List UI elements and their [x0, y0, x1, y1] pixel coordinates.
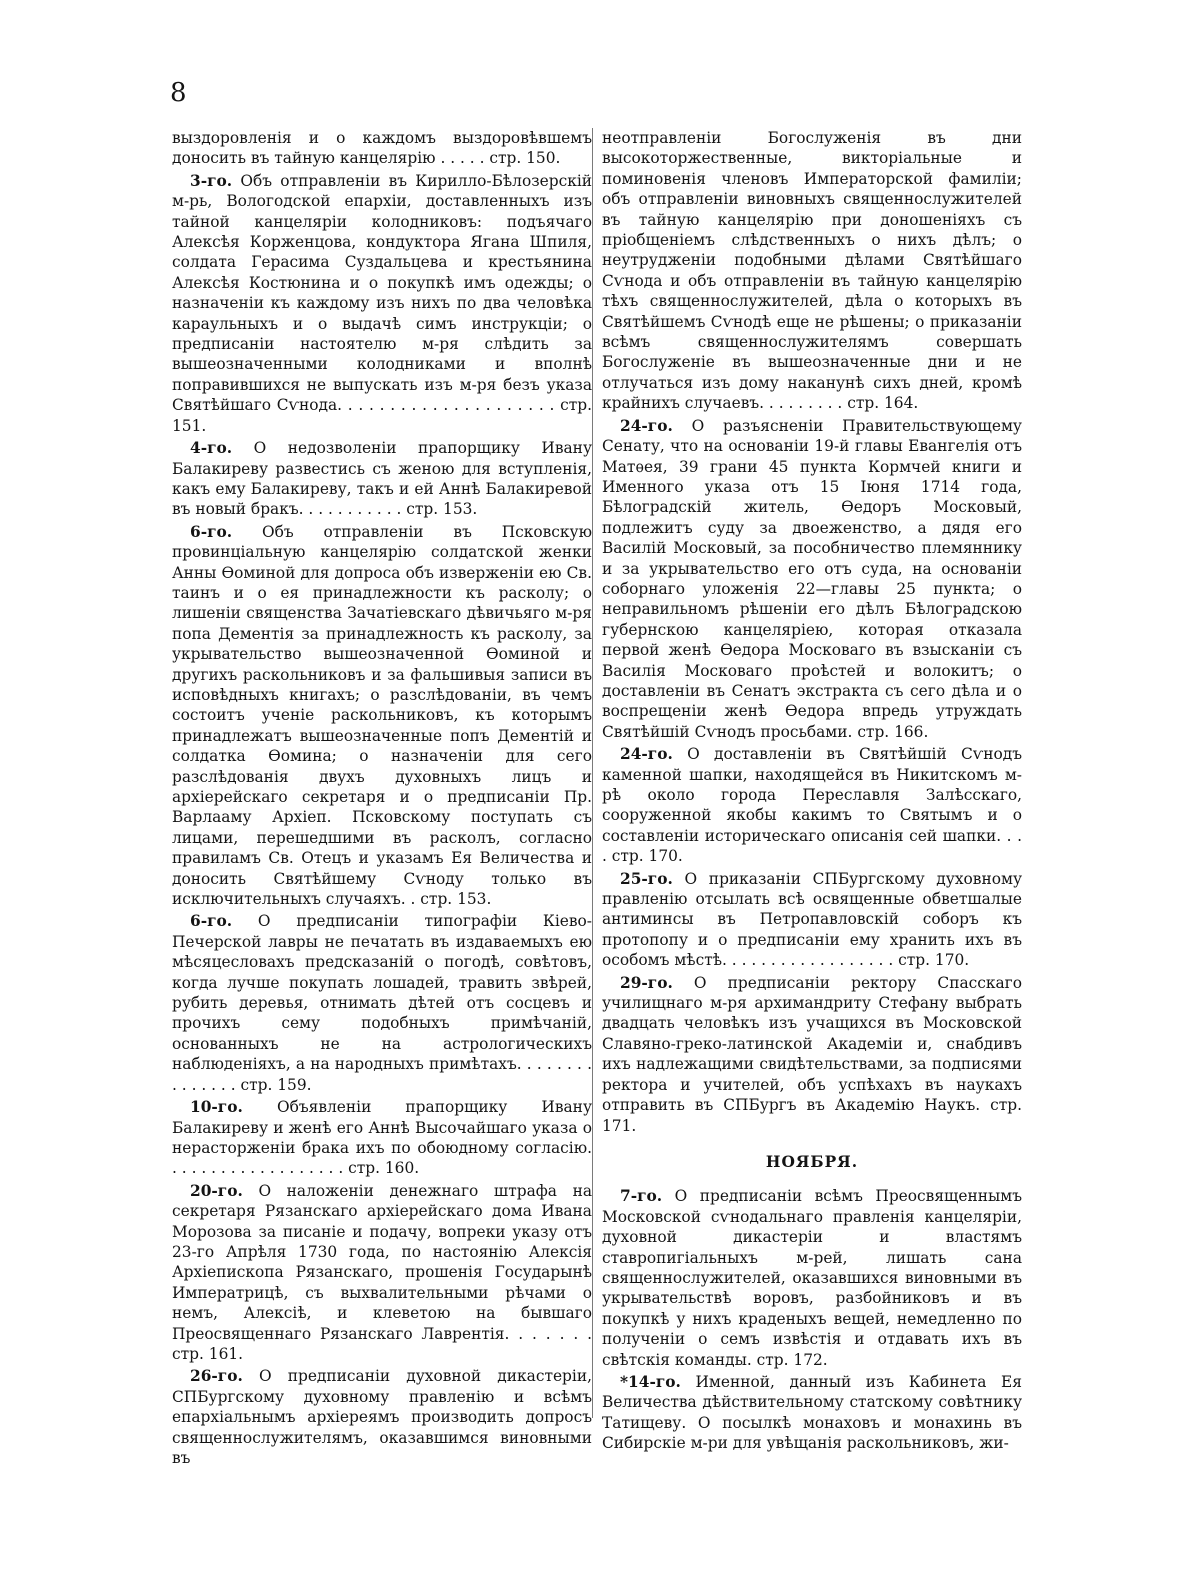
- list-item: 25-го. О приказаніи СПБургскому духовному правленію отсылать всѣ освященные обветшалые антиминсы въ Петропавловскій соборъ къ протопопу и о предписаніи ему хранить ихъ въ особомъ мѣстѣ. . . . . . . . . . . . . . . . . . стр. 170.: [602, 869, 1022, 970]
- section-heading: НОЯБРЯ.: [765, 1152, 859, 1171]
- list-item: 4-го. О недозволеніи прапорщику Ивану Балакиреву развестись съ женою для вступленія, какъ ему Балакиреву, такъ и ей Аннѣ Балакиревой въ новый бракъ. . . . . . . . . . . стр. 153.: [172, 439, 592, 519]
- list-item: 20-го. О наложеніи денежнаго штрафа на секретаря Рязанскаго архіерейскаго дома Ивана Морозова за писаніе и подачу, вопреки указу отъ 23-го Апрѣля 1730 года, по настоянію Алексія Архіепископа Рязанскаго, прошенія Государынѣ Императрицѣ, съ выхвалительными рѣчами о немъ, Алексіѣ, и клеветою на бывшаго Преосвященнаго Рязанскаго Лаврентія. . . . . . . стр. 161.: [172, 1181, 592, 1363]
- list-item: выздоровленія и о каждомъ выздоровѣвшемъ доносить въ тайную канцелярію . . . . . стр. 150.: [172, 129, 592, 168]
- right-column: [602, 128, 1022, 1456]
- list-item: неотправленіи Богослуженія въ дни высокоторжественные, викторіальные и поминовенія членовъ Императорской фамиліи; объ отправленіи виновныхъ священнослужителей въ тайную канцелярію при доношеніяхъ съ пріобщеніемъ слѣдственныхъ о нихъ дѣлъ; о неутрудженіи подобными дѣлами Святѣйшаго Сѵнода и объ отправленіи въ тайную канцелярію тѣхъ священнослужителей, дѣла о которыхъ въ Святѣйшемъ Сѵнодѣ еще не рѣшены; о приказаніи всѣмъ священнослужителямъ совершать Богослуженіе въ вышеозначенные дни и не отлучаться изъ дому наканунѣ сихъ дней, кромѣ крайнихъ случаевъ. . . . . . . . . стр. 164.: [602, 129, 1022, 413]
- list-item: *14-го. Именной, данный изъ Кабинета Ея Величества дѣйствительному статскому совѣтнику Татищеву. О посылкѣ монаховъ и монахинь въ Сибирскіе м-ри для увѣщанія раскольниковъ, жи-: [602, 1372, 1022, 1453]
- list-item: 29-го. О предписаніи ректору Спасскаго училищнаго м-ря архимандриту Стефану выбрать двадцать человѣкъ изъ учащихся въ Московской Славяно-греко-латинской Академіи и, снабдивъ ихъ надлежащими свидѣтельствами, за подписями ректора и учителей, объ успѣхахъ въ наукахъ отправить въ СПБургъ въ Академію Наукъ. стр. 171.: [602, 973, 1022, 1135]
- list-item: 24-го. О доставленіи въ Святѣйшій Сѵнодъ каменной шапки, находящейся въ Никитскомъ м-рѣ около города Переславля Залѣсскаго, сооруженной якобы какимъ то Святымъ и о составленіи историческаго описанія сей шапки. . . . стр. 170.: [602, 745, 1022, 866]
- list-item: 6-го. Объ отправленіи въ Псковскую провинціальную канцелярію солдатской женки Анны Ѳоминой для допроса объ изверженіи ею Св. таинъ и о ея принадлежности къ расколу; о лишеніи священства Зачатіевскаго дѣвичьяго м-ря попа Дементія за принадлежность къ расколу, за укрывательство вышеозначенной Ѳоминой и другихъ раскольниковъ и за фальшивыя записи въ исповѣдныхъ книгахъ; о разслѣдованіи, въ чемъ состоитъ ученіе раскольниковъ, къ которымъ принадлежатъ вышеозначенные попъ Дементій и солдатка Ѳомина; о назначеніи для сего разслѣдованія двухъ духовныхъ лицъ и архіерейскаго секретаря и о предписаніи Пр. Варлааму Архіеп. Псковскому поступать съ лицами, перешедшими въ расколъ, согласно правиламъ Св. Отецъ и указамъ Ея Величества и доносить Святѣйшему Сѵноду только въ исключительныхъ случаяхъ. . стр. 153.: [172, 522, 592, 909]
- list-item: 7-го. О предписаніи всѣмъ Преосвященнымъ Московской сѵнодальнаго правленія канцеляріи, духовной дикастеріи и властямъ ставропигіальныхъ м-рей, лишать сана священнослужителей, оказавшихся виновными въ укрывательствѣ воровъ, разбойниковъ и въ покупкѣ у нихъ краденыхъ вещей, немедленно по полученіи о семъ извѣстія и отдавать ихъ въ свѣтскія команды. стр. 172.: [602, 1187, 1022, 1369]
- page-number: 8: [170, 78, 187, 108]
- list-item: 6-го. О предписаніи типографіи Кіево-Печерской лавры не печатать въ издаваемыхъ ею мѣсяцесловахъ предсказаній о погодѣ, совѣтовъ, когда лучше покупать лошадей, травить звѣрей, рубить деревья, отнимать дѣтей отъ сосцевъ и прочихъ сему подобныхъ примѣчаній, основанныхъ не на астрологическихъ наблюденіяхъ, а на народныхъ примѣтахъ. . . . . . . . . . . . . . . стр. 159.: [172, 912, 592, 1094]
- left-column: [172, 128, 592, 1470]
- list-item: 3-го. Объ отправленіи въ Кирилло-Бѣлозерскій м-рь, Вологодской епархіи, доставленныхъ изъ тайной канцеляріи колодниковъ: подъячаго Алексѣя Корженцова, кондуктора Ягана Шпиля, солдата Герасима Суздальцева и крестьянина Алексѣя Костюнина и о покупкѣ имъ одежды; о назначеніи къ каждому изъ нихъ по два человѣка караульныхъ и о выдачѣ симъ инструкціи; о предписаніи настоятелю м-ря слѣдить за вышеозначенными колодниками и вполнѣ поправившихся не выпускать изъ м-ря безъ указа Святѣйшаго Сѵнода. . . . . . . . . . . . . . . . . . . . . стр. 151.: [172, 171, 592, 435]
- list-item: 10-го. Объявленіи прапорщику Ивану Балакиреву и женѣ его Аннѣ Высочайшаго указа о нерасторженіи брака ихъ по обоюдному согласію. . . . . . . . . . . . . . . . . . . стр. 160.: [172, 1098, 592, 1178]
- column-divider: [592, 128, 593, 1418]
- list-item: 26-го. О предписаніи духовной дикастеріи, СПБургскому духовному правленію и всѣмъ епархіальнымъ архіереямъ производить допросъ священнослужителямъ, оказавшимся виновными въ: [172, 1367, 592, 1467]
- list-item: 24-го. О разъясненіи Правительствующему Сенату, что на основаніи 19-й главы Евангелія отъ Матѳея, 39 грани 45 пункта Кормчей книги и Именного указа отъ 15 Іюня 1714 года, Бѣлоградскій житель, Ѳедоръ Московый, подлежитъ суду за двоеженство, а дядя его Василій Московый, за пособничество племяннику и за укрывательство его отъ суда, на основаніи соборнаго уложенія 22—главы 25 пункта; о неправильномъ рѣшеніи его дѣлъ Бѣлоградскою губернскою канцеляріею, которая отказала первой женѣ Ѳедора Московаго въ взысканіи съ Василія Московаго проѣстей и волокитъ; о доставленіи въ Сенатъ экстракта съ сего дѣла и о воспрещеніи женѣ Ѳедора впредь утруждать Святѣйшій Сѵнодъ просьбами. стр. 166.: [602, 416, 1022, 741]
